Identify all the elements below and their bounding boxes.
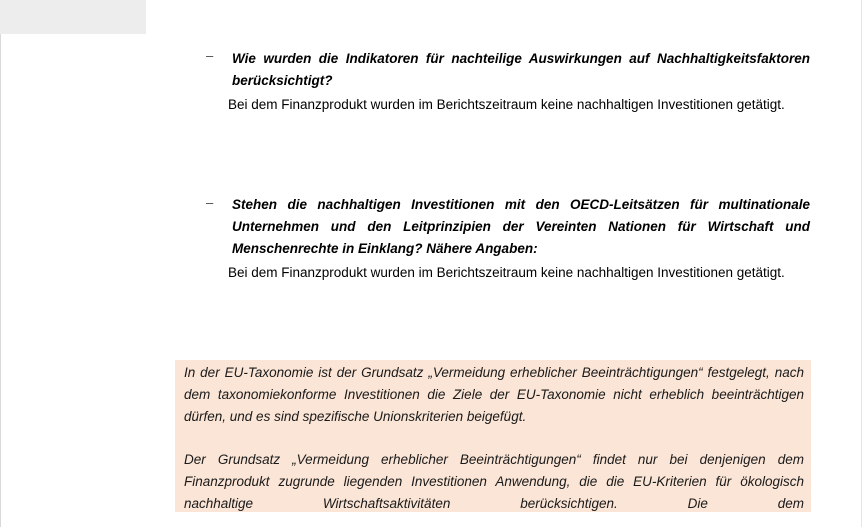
info-paragraph-1: In der EU-Taxonomie ist der Grundsatz „Vermeidung erheblicher Beeinträchtigungen“ festgelegt, nach dem taxonomiekonforme Investitionen die Ziele der EU-Taxonomie nicht erheblich beeinträchtigen dürfen, und es sind spezifische Unionskriterien beigefügt. [184, 365, 804, 424]
left-gutter [0, 0, 146, 34]
question-1: Wie wurden die Indikatoren für nachteilige Auswirkungen auf Nachhaltigkeitsfaktoren berücksichtigt? [232, 51, 810, 88]
info-paragraph-2: Der Grundsatz „Vermeidung erheblicher Beeinträchtigungen“ findet nur bei denjenigen dem Finanzprodukt zugrunde liegenden Investitionen Anwendung, die die EU-Kriterien für ökologisch nachhaltige Wirtschaftsaktivitäten berücksichtigen. Die dem [184, 452, 804, 511]
bullet-dash-2: – [206, 195, 214, 210]
answer-1: Bei dem Finanzprodukt wurden im Berichtszeitraum keine nachhaltigen Investitionen getätigt. [228, 97, 785, 112]
question-2: Stehen die nachhaltigen Investitionen mit den OECD-Leitsätzen für multinationale Unternehmen und den Leitprinzipien der Vereinten Nationen für Wirtschaft und Menschenrechte in Einklang? Nähere Angaben: [232, 197, 810, 256]
answer-2: Bei dem Finanzprodukt wurden im Berichtszeitraum keine nachhaltigen Investitionen getätigt. [228, 265, 785, 280]
bullet-dash-1: – [206, 48, 214, 63]
left-margin-rule [0, 34, 1, 527]
